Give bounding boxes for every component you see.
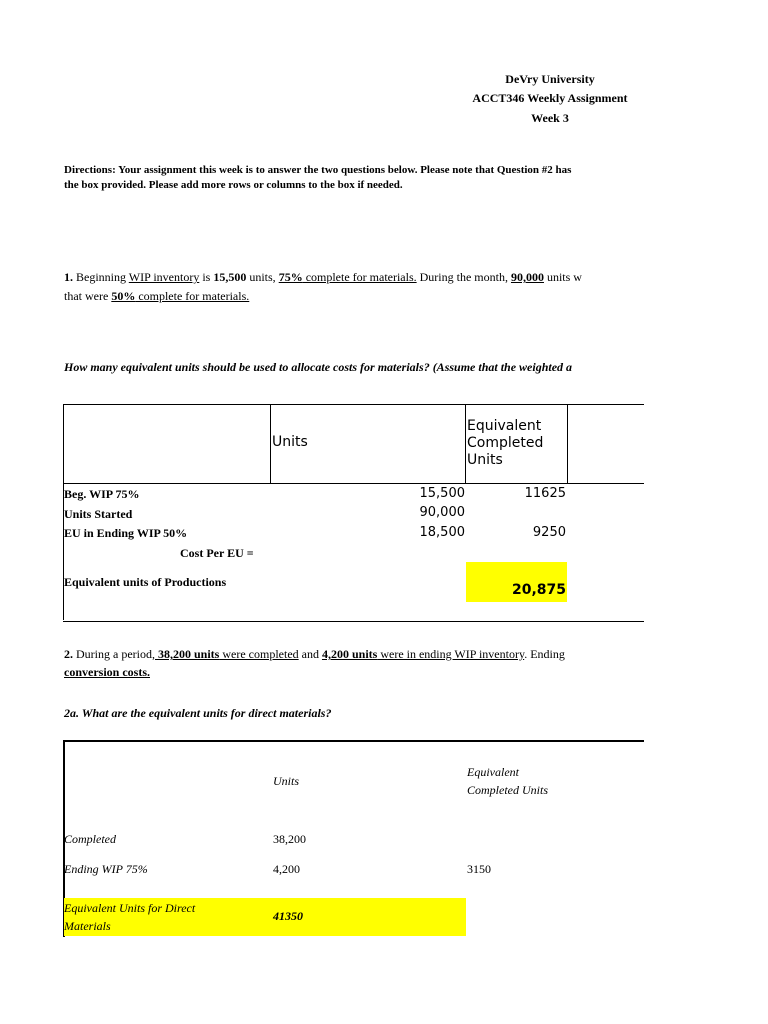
q1-row-beg-wip-label: Beg. WIP 75% (64, 487, 140, 501)
q2-row-ending-wip-label: Ending WIP 75% (64, 862, 148, 876)
q2-row-completed-units: 38,200 (273, 832, 306, 846)
q1-row-beg-wip-units: 15,500 (419, 486, 465, 501)
q1-row-ending-wip-label: EU in Ending WIP 50% (64, 526, 188, 540)
q2-row-completed-label: Completed (64, 832, 116, 846)
q1-total-label: Equivalent units of Productions (64, 575, 227, 589)
q2-total-label-1: Equivalent Units for Direct (64, 901, 196, 915)
q1-row-ending-wip-units: 18,500 (419, 525, 465, 540)
q2-col-equivalent-2: Completed Units (467, 783, 548, 797)
q2-total-label-2: Materials (64, 919, 111, 933)
university-title: DeVry University (505, 72, 595, 86)
q2a-question: 2a. What are the equivalent units for direct materials? (64, 706, 332, 720)
q1-row-units-started-units: 90,000 (419, 505, 465, 520)
q1-row-ending-wip-eu: 9250 (532, 525, 566, 540)
q1-question: How many equivalent units should be used to allocate costs for materials? (Assume that the weighted a (64, 360, 573, 374)
q2-row-ending-wip-eu: 3150 (467, 862, 491, 876)
q1-row-beg-wip-eu: 11625 (524, 486, 566, 501)
q1-text-line-2: that were 50% complete for materials. (64, 289, 250, 303)
q2-total-value: 41350 (273, 909, 303, 923)
q2-text-line-2: conversion costs. (64, 665, 150, 679)
q2-col-units: Units (273, 774, 300, 788)
course-title: ACCT346 Weekly Assignment (472, 91, 628, 105)
directions-line-1: Directions: Your assignment this week is to answer the two questions below. Please note that Question #2 has (64, 164, 572, 176)
q1-cost-per-eu-label: Cost Per EU = (180, 546, 254, 560)
q1-row-units-started-label: Units Started (64, 507, 133, 521)
q1-text-line-1: 1. Beginning WIP inventory is 15,500 units, 75% complete for materials. During the month, 90,000 units w (64, 270, 582, 284)
q1-total-value: 20,875 (511, 582, 566, 598)
q1-col-equivalent-units: Equivalent Completed Units (467, 418, 544, 468)
directions-line-2: the box provided. Please add more rows or columns to the box if needed. (64, 179, 403, 191)
week-title: Week 3 (531, 111, 569, 125)
q2-row-ending-wip-units: 4,200 (273, 862, 300, 876)
q2-table (63, 740, 644, 742)
q2-col-equivalent-1: Equivalent (467, 765, 519, 779)
q2-text-line-1: 2. During a period, 38,200 units were completed and 4,200 units were in ending WIP inventory. Ending (64, 647, 565, 661)
q1-col-units: Units (272, 434, 308, 450)
